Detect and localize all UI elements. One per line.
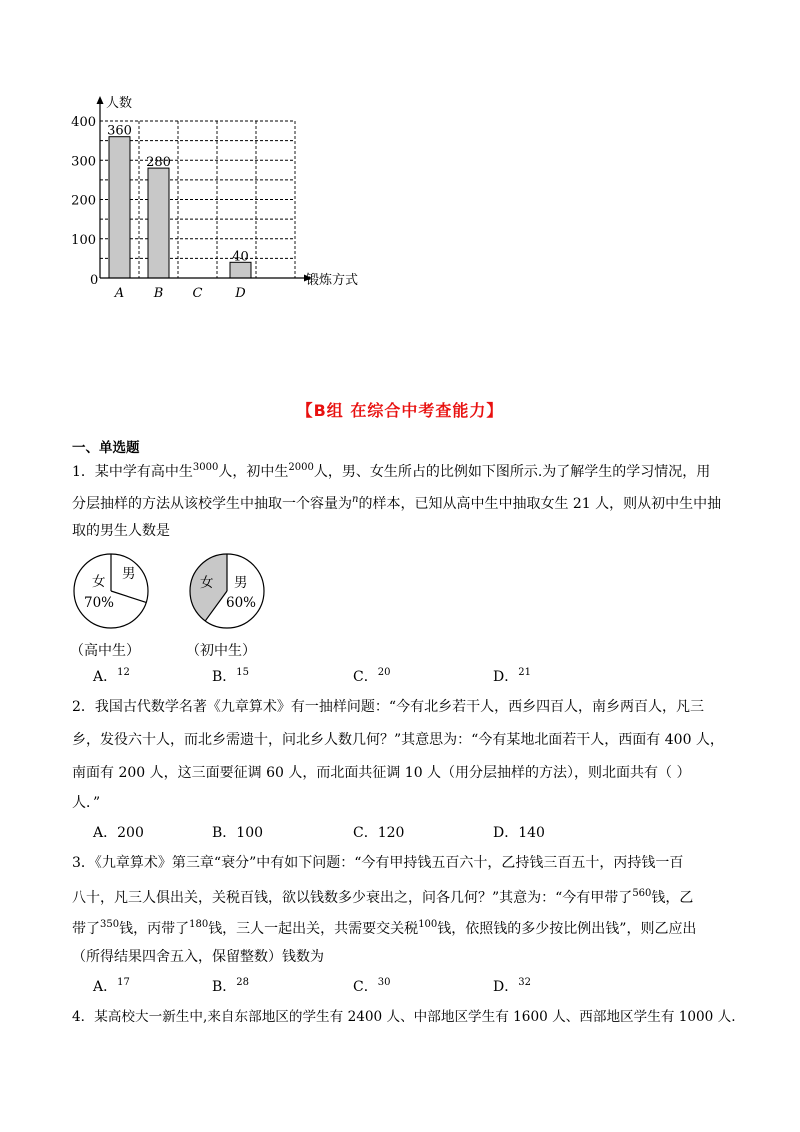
q3-option-d[interactable] [493, 976, 531, 996]
q3-text: 钱，乙 [651, 890, 694, 906]
option-letter: B． [212, 669, 237, 685]
q3-line-2 [72, 884, 693, 908]
origin-label: 0 [90, 273, 99, 288]
q3-number: 350 [100, 919, 120, 930]
q3-number: 560 [632, 888, 652, 899]
q1-option-a[interactable] [93, 666, 130, 686]
q2-line-3: 南面有 200 人，这三面要征调 60 人，而北面共征调 10 人（用分层抽样的方法），则北面共有（ ） [72, 765, 691, 781]
y-tick-label: 400 [71, 115, 96, 130]
q3-text: 钱，三人一起出关，共需要交关税 [208, 921, 419, 937]
option-letter: A． [93, 979, 118, 995]
q2-option-a[interactable] [93, 822, 144, 842]
option-letter: B． [212, 825, 237, 841]
bar-b [148, 168, 169, 278]
q1-option-b[interactable] [212, 666, 249, 686]
q1-option-d[interactable] [493, 666, 531, 686]
x-tick-label: B [153, 286, 164, 301]
option-letter: D． [493, 979, 519, 995]
pie-left-caption: （高中生） [70, 643, 140, 659]
option-letter: B． [212, 979, 237, 995]
q3-text: 钱，依照钱的多少按比例出钱”，则乙应出 [437, 921, 697, 937]
pie-right-male-pct: 60% [226, 595, 257, 611]
section-title: 【B组 在综合中考查能力】 [296, 401, 504, 420]
q1-text: 1．某中学有高中生 [72, 464, 193, 480]
pie-middle-school [190, 554, 264, 628]
pie-left-male-label: 男 [122, 566, 136, 582]
option-value: 140 [518, 825, 545, 841]
x-axis-label: 锻炼方式 [306, 273, 359, 288]
bar-value-label: 40 [232, 249, 249, 265]
option-value: 12 [117, 667, 130, 678]
q3-number: 100 [418, 919, 438, 930]
q1-text: 的样本，已知从高中生中抽取女生 21 人，则从初中生中抽 [358, 496, 722, 512]
option-value: 120 [377, 825, 405, 841]
option-letter: D． [493, 669, 519, 685]
q3-option-c[interactable] [353, 976, 390, 996]
option-value: 21 [518, 667, 531, 678]
q2-line-1: 2．我国古代数学名著《九章算术》有一抽样问题：“今有北乡若干人，西乡四百人，南乡两百人，凡三 [72, 699, 705, 715]
q2-option-c[interactable] [353, 822, 404, 842]
q2-line-2: 乡，发役六十人，而北乡需遗十，问北乡人数几何？”其意思为：“今有某地北面若干人，西面有 400 人， [72, 732, 724, 748]
y-tick-label: 100 [71, 232, 96, 248]
option-letter: C． [353, 825, 378, 841]
y-tick-labels [71, 115, 96, 248]
pie-high-school [74, 554, 148, 628]
option-letter: C． [353, 979, 378, 995]
q3-option-a[interactable] [93, 976, 130, 996]
q3-line-3 [72, 915, 696, 939]
q3-text: 带了 [72, 921, 100, 937]
x-tick-labels [114, 286, 246, 301]
pie-right-male-label: 男 [234, 575, 248, 591]
q1-text: 人，男、女生所占的比例如下图所示.为了解学生的学习情况，用 [313, 464, 711, 480]
pie-charts [70, 554, 280, 630]
q3-text: 八十，凡三人俱出关，关税百钱，欲以钱数多少衰出之，问各几何？”其意为：“今有甲带了 [72, 890, 633, 906]
q2-line-4: 人．” [72, 795, 101, 811]
bar-d [230, 262, 251, 278]
y-axis-arrow-icon [97, 96, 104, 104]
option-value: 17 [117, 977, 130, 988]
part-title: 一、单选题 [72, 440, 140, 456]
q1-line-3: 取的男生人数是 [72, 523, 170, 539]
q1-option-c[interactable] [353, 666, 390, 686]
option-letter: A． [93, 825, 118, 841]
q2-option-b[interactable] [212, 822, 263, 842]
q1-number: 2000 [288, 462, 314, 473]
option-letter: D． [493, 825, 519, 841]
q3-number: 180 [189, 919, 209, 930]
option-letter: C． [353, 669, 378, 685]
option-value: 32 [518, 977, 531, 988]
q1-text: 分层抽样的方法从该校学生中抽取一个容量为 [72, 496, 352, 512]
q3-line-1: 3．《九章算术》第三章“衰分”中有如下问题：“今有甲持钱五百六十，乙持钱三百五十，丙持钱一百 [72, 855, 684, 871]
option-value: 28 [236, 977, 250, 988]
bar-value-label: 360 [107, 123, 132, 139]
q3-option-b[interactable] [212, 976, 249, 996]
q4-line-1: 4．某高校大一新生中,来自东部地区的学生有 2400 人、中部地区学生有 1600 人、西部地区学生有 1000 人. [72, 1009, 736, 1025]
option-letter: A． [93, 669, 118, 685]
q3-text: 钱，丙带了 [119, 921, 190, 937]
bar-value-label: 280 [146, 155, 171, 171]
y-tick-label: 300 [71, 154, 96, 170]
chart-bars [109, 137, 251, 278]
option-value: 20 [377, 667, 391, 678]
q1-number: 3000 [192, 462, 219, 473]
q1-line-1 [72, 458, 710, 482]
option-value: 15 [236, 667, 250, 678]
q1-text: 人，初中生 [218, 464, 289, 480]
q1-variable: n [352, 494, 359, 505]
option-value: 30 [377, 977, 391, 988]
pie-right-female-label: 女 [200, 575, 214, 591]
x-tick-label: D [235, 286, 246, 301]
x-tick-label: C [192, 286, 203, 301]
option-value: 100 [236, 825, 264, 841]
bar-a [109, 137, 130, 278]
q1-line-2 [72, 490, 721, 514]
y-tick-label: 200 [71, 193, 96, 209]
q3-line-4: （所得结果四舍五入，保留整数）钱数为 [72, 949, 324, 965]
pie-left-female-label: 女 [92, 574, 106, 590]
pie-left-female-pct: 70% [84, 595, 115, 611]
pie-right-caption: （初中生） [186, 643, 256, 659]
bar-chart [60, 90, 359, 301]
q2-option-d[interactable] [493, 822, 545, 842]
option-value: 200 [117, 825, 144, 841]
x-tick-label: A [114, 286, 125, 301]
y-axis-label: 人数 [106, 96, 133, 111]
